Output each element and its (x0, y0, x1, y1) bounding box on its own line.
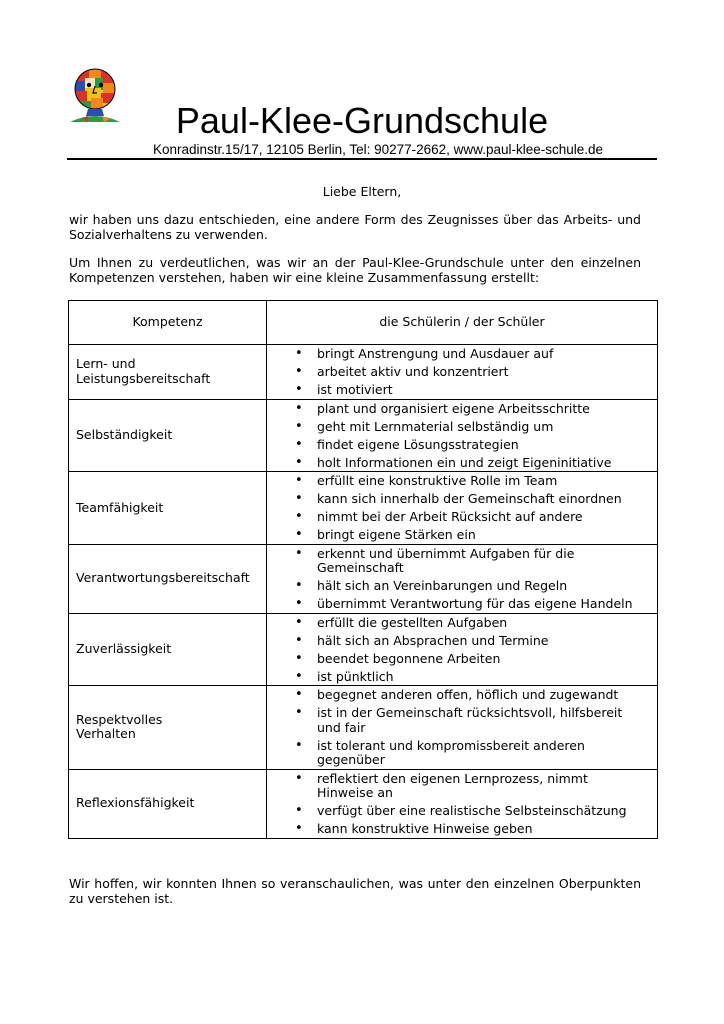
list-item: • arbeitet aktiv und konzentriert (295, 365, 648, 380)
competence-label: Selbständigkeit (69, 399, 267, 472)
intro-paragraph-2: Um Ihnen zu verdeutlichen, was wir an der Paul-Klee-Grundschule unter den einzelnen Kompetenzen verstehen, haben wir eine kleine Zusammenfassung erstellt: (69, 255, 641, 285)
header-competence: Kompetenz (69, 301, 267, 345)
list-item: • geht mit Lernmaterial selbständig um (295, 420, 648, 435)
competence-label (69, 345, 267, 400)
list-item: • erfüllt die gestellten Aufgaben (295, 616, 648, 631)
competence-label-line: Verhalten (76, 726, 136, 742)
competence-label (69, 686, 267, 770)
table-row (69, 544, 658, 613)
table-row (69, 472, 658, 545)
bullet-list (295, 772, 648, 837)
bullet-list (295, 688, 648, 768)
list-item: • bringt Anstrengung und Ausdauer auf (295, 347, 648, 362)
competence-label: Reflexionsfähigkeit (69, 769, 267, 838)
competence-table (68, 300, 658, 839)
competence-items (267, 345, 658, 400)
competence-label-line: Lern- und (76, 356, 136, 372)
competence-items (267, 613, 658, 686)
competence-label-line: Respektvolles (76, 711, 163, 727)
competence-items (267, 769, 658, 838)
bullet-list (295, 402, 648, 471)
table-header-row (69, 301, 658, 345)
competence-table-body (69, 345, 658, 839)
list-item: • begegnet anderen offen, höflich und zugewandt (295, 688, 648, 703)
list-item: • verfügt über eine realistische Selbsteinschätzung (295, 804, 648, 819)
list-item: • ist motiviert (295, 383, 648, 398)
competence-label: Teamfähigkeit (69, 472, 267, 545)
bullet-list (295, 547, 648, 612)
list-item: • übernimmt Verantwortung für das eigene Handeln (295, 597, 648, 612)
table-row (69, 399, 658, 472)
list-item: • kann sich innerhalb der Gemeinschaft einordnen (295, 492, 648, 507)
bullet-list (295, 616, 648, 685)
list-item: • hält sich an Vereinbarungen und Regeln (295, 579, 648, 594)
competence-items (267, 544, 658, 613)
table-row (69, 686, 658, 770)
header-student: die Schülerin / der Schüler (267, 301, 658, 345)
table-row (69, 345, 658, 400)
list-item: • holt Informationen ein und zeigt Eigeninitiative (295, 456, 648, 471)
table-row (69, 613, 658, 686)
list-item: • hält sich an Absprachen und Termine (295, 634, 648, 649)
bullet-list (295, 347, 648, 398)
salutation: Liebe Eltern, (322, 184, 402, 199)
list-item: • ist pünktlich (295, 670, 648, 685)
competence-label: Zuverlässigkeit (69, 613, 267, 686)
list-item: • erfüllt eine konstruktive Rolle im Team (295, 474, 648, 489)
closing-paragraph: Wir hoffen, wir konnten Ihnen so veranschaulichen, was unter den einzelnen Oberpunkten zu verstehen ist. (69, 876, 641, 906)
list-item: • erkennt und übernimmt Aufgaben für die Gemeinschaft (295, 547, 648, 576)
list-item: • bringt eigene Stärken ein (295, 528, 648, 543)
competence-items (267, 472, 658, 545)
competence-label-line: Leistungsbereitschaft (76, 370, 211, 386)
list-item: • ist in der Gemeinschaft rücksichtsvoll, hilfsbereit und fair (295, 706, 648, 735)
competence-items (267, 399, 658, 472)
competence-items (267, 686, 658, 770)
list-item: • beendet begonnene Arbeiten (295, 652, 648, 667)
school-address: Konradinstr.15/17, 12105 Berlin, Tel: 90277-2662, www.paul-klee-schule.de (152, 142, 604, 157)
list-item: • ist tolerant und kompromissbereit anderen gegenüber (295, 739, 648, 768)
list-item: • findet eigene Lösungsstrategien (295, 438, 648, 453)
header-divider (67, 158, 657, 160)
list-item: • plant und organisiert eigene Arbeitsschritte (295, 402, 648, 417)
intro-paragraph-1: wir haben uns dazu entschieden, eine andere Form des Zeugnisses über das Arbeits- und Sozialverhaltens zu verwenden. (69, 212, 641, 242)
bullet-list (295, 474, 648, 543)
school-name: Paul-Klee-Grundschule (175, 100, 549, 141)
list-item: • kann konstruktive Hinweise geben (295, 822, 648, 837)
table-row (69, 769, 658, 838)
competence-label: Verantwortungsbereitschaft (69, 544, 267, 613)
list-item: • nimmt bei der Arbeit Rücksicht auf andere (295, 510, 648, 525)
list-item: • reflektiert den eigenen Lernprozess, nimmt Hinweise an (295, 772, 648, 801)
